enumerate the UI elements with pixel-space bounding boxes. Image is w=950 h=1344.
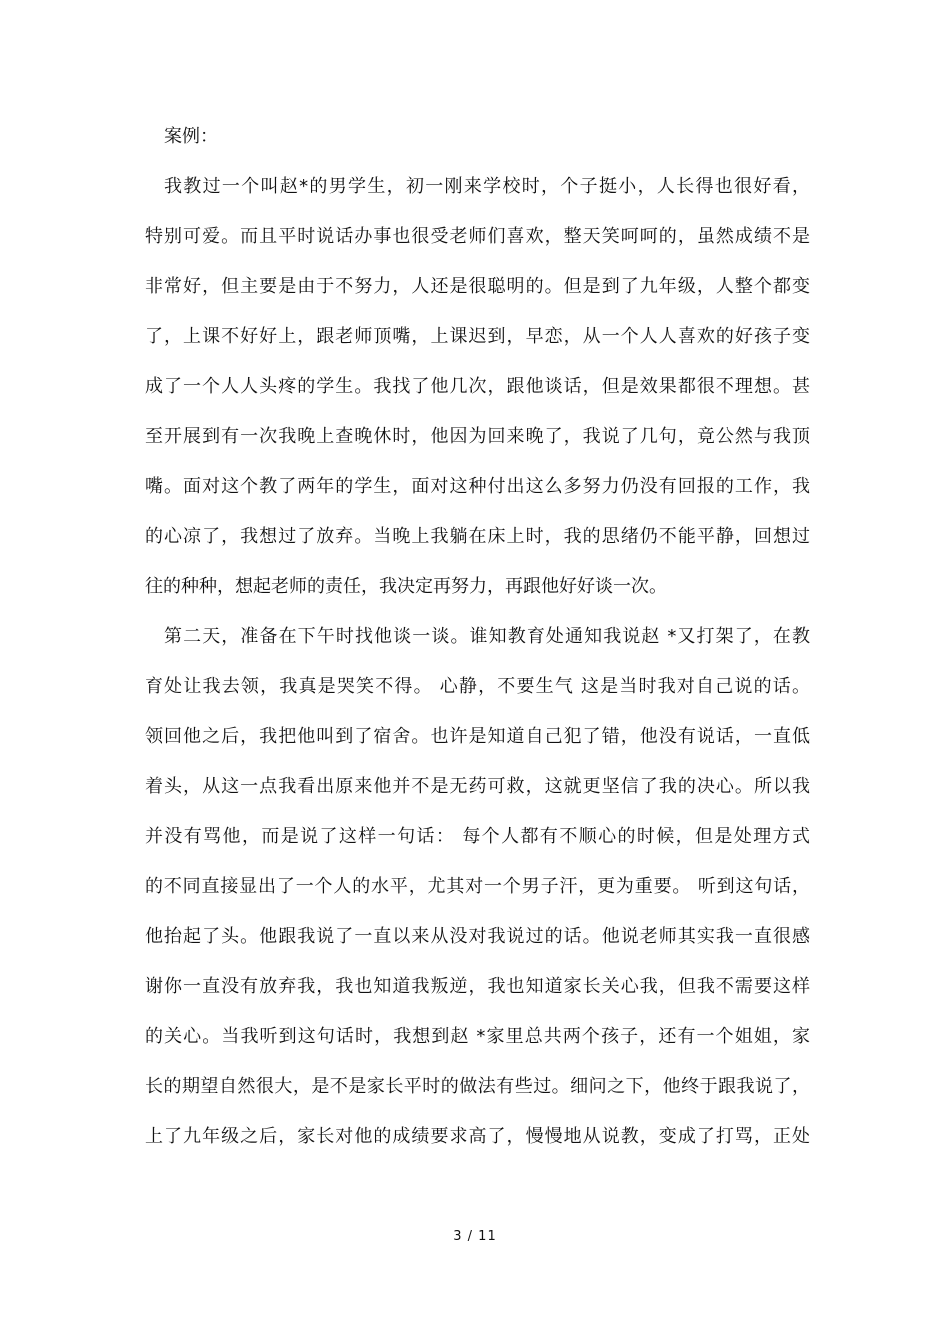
paragraph-line: 往的种种，想起老师的责任，我决定再努力，再跟他好好谈一次。 — [145, 576, 667, 597]
paragraph-line: 谢你一直没有放弃我，我也知道我叛逆，我也知道家长关心我，但我不需要这样 — [145, 976, 810, 997]
paragraph-line: 非常好，但主要是由于不努力，人还是很聪明的。但是到了九年级，人整个都变 — [145, 276, 810, 297]
case-heading: 案例： — [164, 126, 218, 147]
paragraph-line: 上了九年级之后，家长对他的成绩要求高了，慢慢地从说教，变成了打骂，正处 — [145, 1126, 810, 1147]
paragraph-line: 嘴。面对这个教了两年的学生，面对这种付出这么多努力仍没有回报的工作，我 — [145, 476, 810, 497]
paragraph-line: 的心凉了，我想过了放弃。当晚上我躺在床上时，我的思绪仍不能平静，回想过 — [145, 526, 810, 547]
paragraph-line: 的关心。当我听到这句话时，我想到赵 *家里总共两个孩子，还有一个姐姐，家 — [145, 1026, 810, 1047]
page-number: 3 / 11 — [453, 1229, 497, 1244]
paragraph-line: 领回他之后，我把他叫到了宿舍。也许是知道自己犯了错，他没有说话，一直低 — [145, 726, 810, 747]
paragraph-line: 并没有骂他，而是说了这样一句话： 每个人都有不顺心的时候，但是处理方式 — [145, 826, 810, 847]
paragraph-line: 着头，从这一点我看出原来他并不是无药可救，这就更坚信了我的决心。所以我 — [145, 776, 810, 797]
paragraph-line: 长的期望自然很大，是不是家长平时的做法有些过。细问之下，他终于跟我说了， — [145, 1076, 810, 1097]
document-body — [145, 112, 810, 1162]
paragraph-line: 第二天，准备在下午时找他谈一谈。谁知教育处通知我说赵 *又打架了，在教 — [164, 626, 810, 647]
paragraph-line: 了，上课不好好上，跟老师顶嘴，上课迟到，早恋，从一个人人喜欢的好孩子变 — [145, 326, 810, 347]
paragraph-line: 成了一个人人头疼的学生。我找了他几次，跟他谈话，但是效果都很不理想。甚 — [145, 376, 810, 397]
paragraph-line: 我教过一个叫赵*的男学生，初一刚来学校时，个子挺小，人长得也很好看， — [164, 176, 810, 197]
paragraph-line: 育处让我去领，我真是哭笑不得。 心静，不要生气 这是当时我对自己说的话。 — [145, 676, 810, 697]
paragraph-line: 至开展到有一次我晚上查晚休时，他因为回来晚了，我说了几句，竟公然与我顶 — [145, 426, 810, 447]
paragraph-line: 特别可爱。而且平时说话办事也很受老师们喜欢，整天笑呵呵的，虽然成绩不是 — [145, 226, 810, 247]
paragraph-line: 的不同直接显出了一个人的水平，尤其对一个男子汗，更为重要。 听到这句话， — [145, 876, 810, 897]
paragraph-line: 他抬起了头。他跟我说了一直以来从没对我说过的话。他说老师其实我一直很感 — [145, 926, 810, 947]
